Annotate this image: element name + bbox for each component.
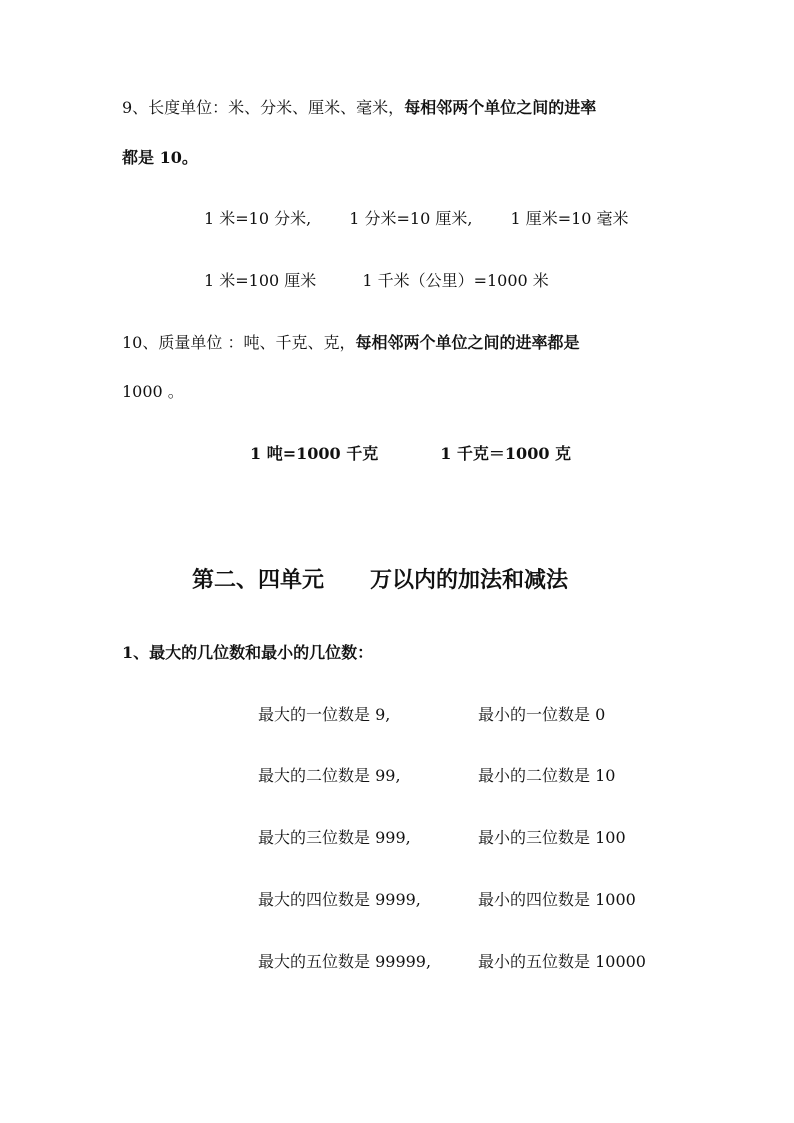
- section9-prefix: 9、长度单位：米、分米、厘米、毫米，: [122, 98, 405, 117]
- row-min-4: 最小的四位数是 1000: [478, 890, 636, 909]
- eq-m-dm: 1 米=10 分米,: [204, 209, 312, 228]
- section9-eq-row1: [204, 209, 629, 229]
- row-min-2: 最小的二位数是 10: [478, 766, 616, 785]
- eq-t-kg: 1 吨=1000 千克: [250, 444, 379, 463]
- row-max-5: 最大的五位数是 99999,: [258, 952, 432, 971]
- unit-title-left: 第二、四单元: [192, 567, 325, 593]
- section9-eq-row2: [204, 271, 549, 291]
- unit-title: [192, 566, 568, 594]
- row-max-4: 最大的四位数是 9999,: [258, 890, 421, 909]
- section10-eq-row: [250, 444, 571, 464]
- row-min-5: 最小的五位数是 10000: [478, 952, 646, 971]
- eq-m-cm: 1 米=100 厘米: [204, 271, 317, 290]
- section9-bold: 每相邻两个单位之间的进率: [404, 98, 597, 117]
- row-max-2: 最大的二位数是 99,: [258, 766, 401, 785]
- section10-line2: 1000 。: [122, 382, 184, 401]
- eq-kg-g: 1 千克＝1000 克: [440, 444, 572, 463]
- eq-dm-cm: 1 分米=10 厘米,: [349, 209, 473, 228]
- section9-line1: [122, 98, 596, 118]
- section9-line2: 都是 10。: [122, 148, 198, 167]
- row-max-1: 最大的一位数是 9,: [258, 705, 391, 724]
- eq-cm-mm: 1 厘米=10 毫米: [510, 209, 629, 228]
- section10-bold: 每相邻两个单位之间的进率都是: [355, 333, 580, 352]
- row-min-1: 最小的一位数是 0: [478, 705, 606, 724]
- section10-line1: [122, 333, 579, 353]
- unit-title-right: 万以内的加法和减法: [370, 567, 569, 593]
- eq-km-m: 1 千米（公里）=1000 米: [362, 271, 549, 290]
- row-min-3: 最小的三位数是 100: [478, 828, 626, 847]
- row-max-3: 最大的三位数是 999,: [258, 828, 411, 847]
- section10-prefix: 10、质量单位 ：吨、千克、克，: [122, 333, 356, 352]
- item1-heading: 1、最大的几位数和最小的几位数：: [122, 643, 374, 662]
